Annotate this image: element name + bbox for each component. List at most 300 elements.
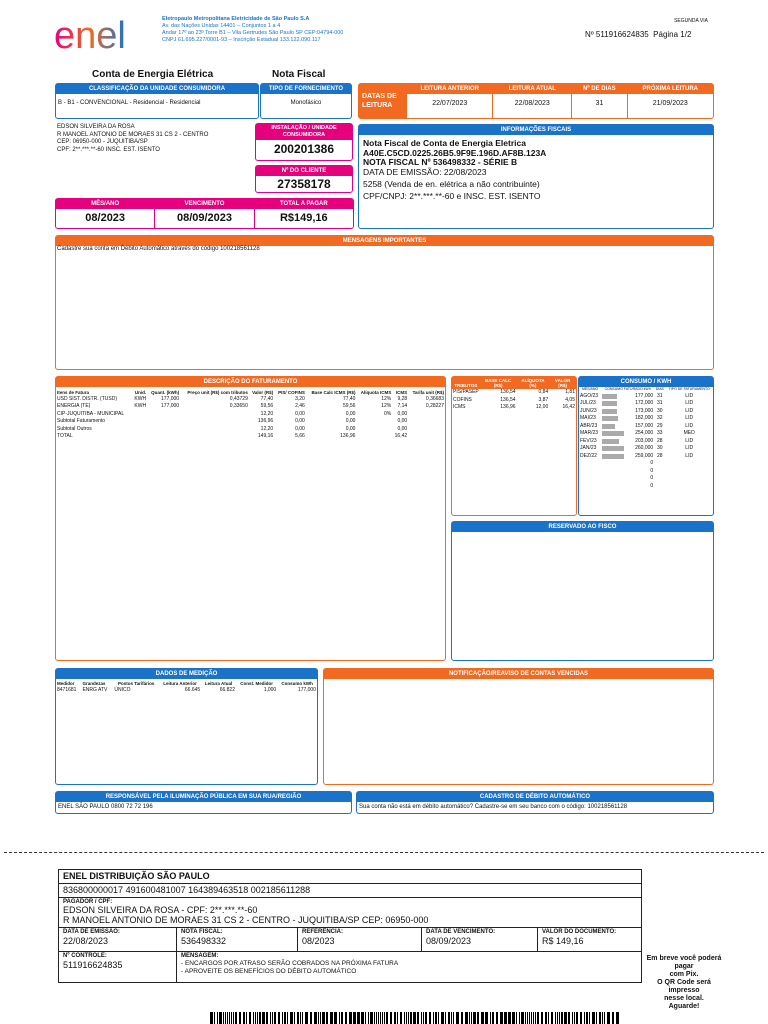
vencimento: 08/09/2023 bbox=[176, 212, 233, 224]
barcode-bar bbox=[599, 1012, 601, 1024]
referencia-label: REFERÊNCIA: bbox=[302, 929, 344, 935]
barcode-bar bbox=[314, 1012, 317, 1024]
barcode-bar bbox=[270, 1012, 271, 1024]
medicao-col-header: Const. Medidor bbox=[240, 681, 273, 686]
barcode-bar bbox=[410, 1012, 412, 1024]
pix-line: Aguarde! bbox=[668, 1003, 700, 1010]
barcode-bar bbox=[262, 1012, 265, 1024]
datas-col bbox=[407, 84, 493, 118]
mensagens-text: Cadastre sua conta em Débito Automático através do código 100218561128 bbox=[57, 246, 260, 252]
barcode-bar bbox=[259, 1012, 261, 1024]
boleto-fields bbox=[59, 928, 641, 952]
consumo-tipo: LID bbox=[685, 452, 694, 459]
controle-value: 511916624835 bbox=[63, 960, 123, 970]
faturamento-cell: 0,28227 bbox=[425, 403, 444, 409]
pix-line: Em breve você poderá pagar bbox=[646, 955, 722, 970]
barcode-bar bbox=[235, 1012, 237, 1024]
resumo-col bbox=[155, 199, 254, 228]
consumo-mes: AGO/23 bbox=[580, 392, 599, 399]
barcode-bar bbox=[406, 1012, 407, 1024]
vencimento-value: 08/09/2023 bbox=[426, 936, 472, 946]
enel-logo bbox=[52, 14, 146, 54]
consumo-mes: JUL/23 bbox=[580, 400, 596, 406]
consumo-kwh: 203,000 bbox=[635, 437, 654, 444]
tributos-cell: 16,42 bbox=[562, 404, 575, 410]
consumo-dias bbox=[654, 460, 665, 468]
barcode-bar bbox=[592, 1012, 595, 1024]
barcode-bar bbox=[557, 1012, 558, 1024]
resumo-header: TOTAL A PAGAR bbox=[255, 199, 353, 209]
barcode-bar bbox=[525, 1012, 526, 1024]
page-indicator: Página 1/2 bbox=[653, 30, 692, 39]
mensagem bbox=[177, 952, 641, 982]
barcode-bar bbox=[512, 1012, 515, 1024]
barcode-bar bbox=[551, 1012, 553, 1024]
barcode-bar bbox=[400, 1012, 402, 1024]
faturamento-cell bbox=[147, 418, 180, 426]
barcode-bar bbox=[548, 1012, 549, 1024]
resumo-header: MÊS/ANO bbox=[56, 199, 154, 209]
classificacao-value: B - B1 - CONVENCIONAL - Residencial - Residencial bbox=[58, 100, 201, 106]
classificacao-box bbox=[55, 83, 259, 119]
consumo-row-empty bbox=[579, 483, 713, 491]
consumo-row bbox=[579, 438, 713, 446]
cliente-cpf: CPF: 2**.***.**-60 INSC. EST. ISENTO bbox=[57, 146, 160, 153]
faturamento-table bbox=[56, 390, 445, 441]
barcode-bar bbox=[576, 1012, 578, 1024]
barcode-bar bbox=[345, 1012, 347, 1024]
consumo-row-empty bbox=[579, 475, 713, 483]
barcode-bar bbox=[266, 1012, 268, 1024]
consumo-kwh: 177,000 bbox=[635, 392, 654, 399]
informacoes-fiscais-box bbox=[358, 124, 714, 229]
tributos-cell: PIS/PASEP bbox=[453, 389, 479, 395]
faturamento-cell bbox=[408, 433, 445, 441]
iluminacao-header: RESPONSÁVEL PELA ILUMINAÇÃO PÚBLICA EM SUA RUA/REGIÃO bbox=[56, 792, 351, 802]
boleto-field bbox=[177, 928, 298, 951]
pix-line: nesse local. bbox=[664, 995, 704, 1002]
consumo-valor bbox=[601, 393, 654, 401]
proxima-leitura: 21/09/2023 bbox=[652, 100, 688, 107]
cliente-nome: EDSON SILVEIRA DA ROSA bbox=[57, 124, 135, 130]
consumo-valor bbox=[601, 445, 654, 453]
faturamento-cell bbox=[180, 411, 249, 419]
consumo-kwh: 172,000 bbox=[635, 400, 654, 406]
faturamento-cell: 59,56 bbox=[260, 403, 274, 409]
barcode-bar bbox=[413, 1012, 416, 1024]
barcode-bar bbox=[490, 1012, 491, 1024]
faturamento-cell bbox=[132, 418, 147, 426]
consumo-bar bbox=[602, 416, 617, 421]
instalacao-box bbox=[255, 123, 353, 161]
medicao-header: DADOS DE MEDIÇÃO bbox=[56, 669, 317, 679]
iluminacao-text: ENEL SÃO PAULO 0800 72 72 196 bbox=[58, 804, 153, 810]
resumo-box bbox=[55, 198, 354, 229]
tributos-row bbox=[452, 404, 576, 412]
medicao-cell: 66.645 bbox=[184, 686, 201, 693]
faturamento-col-header: Preço unit (R$) com tributos bbox=[187, 390, 248, 395]
barcode-bar bbox=[500, 1012, 503, 1024]
barcode-bar bbox=[461, 1012, 463, 1024]
barcode-bar bbox=[568, 1012, 570, 1024]
faturamento-cell: TOTAL bbox=[57, 433, 73, 439]
mensagem-line: - APROVEITE OS BENEFÍCIOS DO DÉBITO AUTOMÁTICO bbox=[181, 968, 357, 975]
faturamento-cell bbox=[180, 418, 249, 426]
faturamento-cell bbox=[356, 426, 392, 434]
barcode-bar bbox=[272, 1012, 273, 1024]
faturamento-col-header: Tarifa unit (R$) bbox=[412, 390, 444, 395]
consumo-row bbox=[579, 415, 713, 423]
faturamento-cell bbox=[132, 433, 147, 441]
faturamento-cell: 0,00 bbox=[345, 410, 356, 417]
barcode-bar bbox=[596, 1012, 597, 1024]
consumo-zero: 0 bbox=[650, 467, 654, 474]
barcode-bar bbox=[429, 1012, 431, 1024]
faturamento-row bbox=[56, 433, 445, 441]
faturamento-cell bbox=[356, 433, 392, 441]
consumo-kwh: 260,000 bbox=[635, 445, 654, 451]
emissao-value: 22/08/2023 bbox=[63, 936, 109, 946]
faturamento-cell: KWH bbox=[134, 395, 147, 402]
barcode-bar bbox=[310, 1012, 312, 1024]
consumo-valor bbox=[601, 438, 654, 446]
consumo-dias: 30 bbox=[657, 407, 663, 414]
pagador bbox=[59, 898, 641, 928]
consumo-kwh: 173,000 bbox=[635, 407, 654, 414]
datas-col bbox=[572, 84, 627, 118]
mensagens-box bbox=[55, 235, 714, 370]
barcode-bar bbox=[370, 1012, 373, 1024]
consumo-tipo bbox=[665, 475, 713, 483]
boleto-field bbox=[538, 928, 641, 951]
consumo-tipo: LID bbox=[685, 392, 694, 399]
barcode-bar bbox=[394, 1012, 396, 1024]
faturamento-cell: USD SIST. DISTR. (TUSD) bbox=[57, 395, 118, 402]
barcode-bar bbox=[441, 1012, 444, 1024]
barcode-bar bbox=[456, 1012, 459, 1024]
consumo-mes bbox=[579, 483, 601, 491]
consumo-kwh: 157,000 bbox=[635, 422, 654, 429]
medicao-col-header: Leitura Anterior bbox=[163, 681, 197, 686]
tributos-cell: 12,00 bbox=[535, 404, 549, 410]
numero-cliente-label: Nº DO CLIENTE bbox=[256, 166, 352, 176]
faturamento-cell: 0% bbox=[383, 410, 392, 417]
pix-line: O QR Code será impresso bbox=[657, 979, 711, 994]
nota-value: 536498332 bbox=[181, 936, 227, 946]
consumo-tipo bbox=[665, 468, 713, 476]
barcode-bar bbox=[246, 1012, 247, 1024]
barcode-bar bbox=[496, 1012, 498, 1024]
barcode-bar bbox=[408, 1012, 409, 1024]
faturamento-cell bbox=[147, 433, 180, 441]
consumo-bar bbox=[602, 424, 615, 429]
consumo-row bbox=[579, 445, 713, 453]
faturamento-cell bbox=[180, 426, 249, 434]
consumo-mes: DEZ/22 bbox=[580, 452, 597, 459]
doc-number-text: Nº 511916624835 bbox=[585, 30, 649, 39]
numero-cliente-value: 27358178 bbox=[277, 177, 331, 191]
tributos-cell: 136,54 bbox=[500, 389, 516, 395]
barcode-bar bbox=[564, 1012, 567, 1024]
barcode-bar bbox=[404, 1012, 405, 1024]
cut-line bbox=[4, 852, 764, 853]
barcode-bar bbox=[297, 1012, 299, 1024]
resumo-col bbox=[56, 199, 155, 228]
consumo-dias: 33 bbox=[657, 430, 663, 436]
barcode-bar bbox=[425, 1012, 427, 1024]
tributos-table bbox=[452, 377, 576, 412]
numero-dias: 31 bbox=[595, 100, 604, 107]
faturamento-cell bbox=[408, 426, 445, 434]
consumo-zero: 0 bbox=[650, 475, 654, 481]
leitura-atual: 22/08/2023 bbox=[514, 100, 550, 107]
barcode-bar bbox=[214, 1012, 215, 1024]
barcode-bar bbox=[473, 1012, 476, 1024]
barcode-bar bbox=[278, 1012, 280, 1024]
barcode-bar bbox=[481, 1012, 484, 1024]
consumo-bar bbox=[602, 401, 617, 406]
boleto-field bbox=[59, 928, 177, 951]
barcode-bar bbox=[349, 1012, 352, 1024]
medicao-table bbox=[56, 681, 317, 694]
faturamento-cell: 59,56 bbox=[342, 403, 356, 409]
barcode-bar bbox=[243, 1012, 245, 1024]
pix-notice bbox=[644, 955, 724, 1011]
barcode-bar bbox=[516, 1012, 517, 1024]
barcode-bar bbox=[535, 1012, 536, 1024]
barcode-bar bbox=[602, 1012, 603, 1024]
resumo-col bbox=[255, 199, 353, 228]
notificacao-header: NOTIFICAÇÃO/REAVISO DE CONTAS VENCIDAS bbox=[324, 669, 713, 679]
faturamento-col-header: Unid. bbox=[134, 390, 147, 395]
barcode-bar bbox=[586, 1012, 588, 1024]
medicao-row bbox=[56, 687, 317, 695]
controle bbox=[59, 952, 177, 982]
barcode-bar bbox=[397, 1012, 398, 1024]
barcode-bar bbox=[555, 1012, 556, 1024]
faturamento-cell: 12,20 bbox=[260, 425, 274, 432]
faturamento-header: DESCRIÇÃO DO FATURAMENTO bbox=[56, 377, 445, 387]
consumo-mes: MAI/23 bbox=[580, 415, 596, 421]
mensagem-label: MENSAGEM: bbox=[181, 953, 219, 959]
cliente-endereco: R MANOEL ANTONIO DE MORAES 31 CS 2 - CENTRO bbox=[57, 131, 209, 138]
datas-grid bbox=[407, 84, 713, 118]
consumo-dias bbox=[654, 483, 665, 491]
company-info bbox=[162, 16, 422, 44]
company-line: Av. das Nações Unidas 14401 – Conjuntos 1 a 4 bbox=[162, 23, 281, 29]
title-conta: Conta de Energia Elétrica bbox=[92, 69, 214, 80]
nota-label: NOTA FISCAL: bbox=[181, 929, 223, 935]
faturamento-cell: 3,20 bbox=[295, 395, 305, 402]
faturamento-row bbox=[56, 403, 445, 411]
consumo-bar bbox=[602, 439, 619, 444]
barcode-bar bbox=[318, 1012, 319, 1024]
faturamento-cell: 136,96 bbox=[257, 418, 274, 424]
medicao-cell: 1,000 bbox=[263, 686, 277, 693]
consumo-header: CONSUMO / KWH bbox=[579, 377, 713, 387]
classificacao-header: CLASSIFICAÇÃO DA UNIDADE CONSUMIDORA bbox=[56, 84, 258, 94]
barcode-bar bbox=[322, 1012, 325, 1024]
barcode-bar bbox=[294, 1012, 295, 1024]
consumo-dias: 28 bbox=[657, 452, 663, 459]
consumo-bar bbox=[602, 446, 624, 451]
faturamento-col-header: PIS/ COFINS bbox=[278, 390, 305, 395]
faturamento-row bbox=[56, 396, 445, 404]
consumo-dias bbox=[654, 468, 665, 476]
barcode-bar bbox=[334, 1012, 337, 1024]
doc-number bbox=[585, 30, 691, 39]
barcode-bar bbox=[341, 1012, 343, 1024]
linha-digitavel: 836800000017 491600481007 164389463518 002185611288 bbox=[59, 884, 641, 898]
consumo-tipo bbox=[665, 483, 713, 491]
barcode-bar bbox=[330, 1012, 333, 1024]
tributos-cell: 136,54 bbox=[500, 396, 516, 403]
consumo-row bbox=[579, 393, 713, 401]
notificacao-box bbox=[323, 668, 714, 785]
consumo-mes: ABR/23 bbox=[580, 422, 598, 429]
faturamento-cell bbox=[180, 433, 249, 441]
consumo-dias: 28 bbox=[657, 437, 663, 444]
barcode-bar bbox=[584, 1012, 585, 1024]
consumo-kwh: 254,000 bbox=[635, 430, 654, 436]
debito-header: CADASTRO DE DÉBITO AUTOMÁTICO bbox=[357, 792, 713, 802]
controle-label: Nº CONTROLE: bbox=[63, 953, 107, 959]
barcode-bar bbox=[545, 1012, 547, 1024]
leitura-anterior: 22/07/2023 bbox=[432, 100, 468, 107]
debito-box bbox=[356, 791, 714, 814]
consumo-dias: 30 bbox=[657, 445, 663, 451]
datas-col bbox=[493, 84, 572, 118]
tributos-col-header: ALÍQUOTA (%) bbox=[521, 378, 545, 388]
datas-label: DATAS DE LEITURA bbox=[359, 84, 407, 118]
company-line: Andar 17º ao 23º Torre B1 – Vila Gertrudes São Paulo SP CEP:04794-000 bbox=[162, 30, 344, 36]
consumo-zero: 0 bbox=[650, 482, 654, 489]
barcode-bar bbox=[225, 1012, 226, 1024]
enel-logo-text: enel bbox=[54, 15, 126, 54]
barcode-bar bbox=[533, 1012, 534, 1024]
barcode-bar bbox=[504, 1012, 507, 1024]
consumo-row-empty bbox=[579, 468, 713, 476]
faturamento-cell: Subtotal Outros bbox=[57, 425, 92, 432]
consumo-box bbox=[578, 376, 714, 516]
company-line: CNPJ 61.695.227/0001-93 – Inscrição Estadual 133.122.090.117 bbox=[162, 37, 321, 43]
faturamento-cell: 2,46 bbox=[295, 403, 305, 409]
medicao-cell: ÚNICO bbox=[114, 686, 131, 693]
barcode-bar bbox=[253, 1012, 254, 1024]
company-line: Eletropaulo Metropolitana Eletricidade de São Paulo S.A bbox=[162, 16, 310, 22]
tributos-cell: 4,05 bbox=[565, 396, 575, 403]
faturamento-cell: 149,16 bbox=[257, 433, 274, 439]
barcode-bar bbox=[604, 1012, 605, 1024]
consumo-tipo: LID bbox=[685, 407, 694, 414]
barcode-bar bbox=[382, 1012, 383, 1024]
barcode-bar bbox=[559, 1012, 560, 1024]
faturamento-cell: 0,00 bbox=[295, 425, 305, 432]
referencia-value: 08/2023 bbox=[302, 936, 335, 946]
mes-ano: 08/2023 bbox=[85, 212, 126, 224]
consumo-valor bbox=[601, 453, 654, 461]
faturamento-box bbox=[55, 376, 446, 661]
faturamento-col-header: ICMS bbox=[395, 390, 408, 395]
consumo-mes bbox=[579, 468, 601, 476]
barcode-bar bbox=[255, 1012, 256, 1024]
medicao-col-header: Consumo kWh bbox=[281, 681, 313, 686]
consumo-col-header: DIAS bbox=[655, 387, 664, 391]
barcode-bar bbox=[339, 1012, 340, 1024]
vencimento-label: DATA DE VENCIMENTO: bbox=[426, 929, 496, 935]
consumo-tipo: LID bbox=[685, 415, 694, 421]
fiscais-cfop: 5258 (Venda de en. elétrica a não contribuinte) bbox=[363, 179, 540, 189]
debito-text: Sua conta não está em débito automático? Cadastre-se em seu banco com o código: 100218561128 bbox=[359, 804, 628, 810]
barcode-bar bbox=[541, 1012, 543, 1024]
emissao-label: DATA DE EMISSÃO: bbox=[63, 929, 120, 935]
barcode-bar bbox=[521, 1012, 524, 1024]
boleto bbox=[58, 869, 642, 983]
medicao-col-header: Medidor bbox=[57, 681, 75, 686]
barcode-bar bbox=[448, 1012, 450, 1024]
barcode-bar bbox=[257, 1012, 258, 1024]
consumo-tipo: LID bbox=[685, 437, 694, 444]
barcode-bar bbox=[365, 1012, 366, 1024]
faturamento-cell: 0,00 bbox=[397, 418, 408, 424]
mensagens-header: MENSAGENS IMPORTANTES bbox=[56, 236, 713, 246]
consumo-dias: 31 bbox=[657, 400, 663, 406]
barcode-bar bbox=[612, 1012, 614, 1024]
consumo-table bbox=[579, 387, 713, 490]
barcode-bar bbox=[233, 1012, 234, 1024]
fornecimento-header: TIPO DE FORNECIMENTO bbox=[261, 84, 351, 94]
barcode-bar bbox=[384, 1012, 385, 1024]
tributos-cell: 3,87 bbox=[538, 396, 549, 403]
consumo-kwh: 182,000 bbox=[635, 415, 654, 421]
total-a-pagar: R$149,16 bbox=[279, 212, 328, 224]
faturamento-row bbox=[56, 426, 445, 434]
consumo-mes: FEV/23 bbox=[580, 437, 597, 444]
barcode-bar bbox=[217, 1012, 218, 1024]
boleto-bottom bbox=[59, 952, 641, 982]
fiscais-body bbox=[359, 135, 713, 205]
faturamento-col-header: Valor (R$) bbox=[252, 390, 274, 395]
consumo-bar bbox=[602, 409, 617, 414]
barcode-bar bbox=[529, 1012, 530, 1024]
barcode-bar bbox=[290, 1012, 293, 1024]
faturamento-cell: 12,20 bbox=[260, 410, 274, 417]
datas-header: LEITURA ANTERIOR bbox=[407, 84, 492, 94]
fiscais-emissao: DATA DE EMISSÃO: 22/08/2023 bbox=[363, 166, 487, 177]
consumo-tipo: LID bbox=[685, 422, 694, 429]
tributos-cell: 1,81 bbox=[565, 389, 575, 395]
barcode-bar bbox=[445, 1012, 446, 1024]
resumo-header: VENCIMENTO bbox=[155, 199, 253, 209]
barcode-bar bbox=[477, 1012, 479, 1024]
barcode-bar bbox=[326, 1012, 328, 1024]
consumo-row-empty bbox=[579, 460, 713, 468]
tributos-row bbox=[452, 389, 576, 397]
faturamento-cell: KWH bbox=[134, 403, 147, 409]
barcode-bar bbox=[616, 1012, 619, 1024]
fiscais-header: INFORMAÇÕES FISCAIS bbox=[359, 125, 713, 135]
consumo-col-header: CONSUMO FATURADO kWh bbox=[604, 387, 651, 391]
faturamento-col-header: Quant. (kWh) bbox=[151, 390, 180, 395]
consumo-tipo: LID bbox=[685, 400, 694, 406]
consumo-mes bbox=[579, 475, 601, 483]
consumo-mes: MAR/23 bbox=[580, 430, 599, 436]
barcode-bar bbox=[433, 1012, 434, 1024]
fisco-header: RESERVADO AO FISCO bbox=[452, 522, 713, 532]
barcode-bar bbox=[287, 1012, 288, 1024]
consumo-mes: JAN/23 bbox=[580, 445, 597, 451]
consumo-row bbox=[579, 423, 713, 431]
